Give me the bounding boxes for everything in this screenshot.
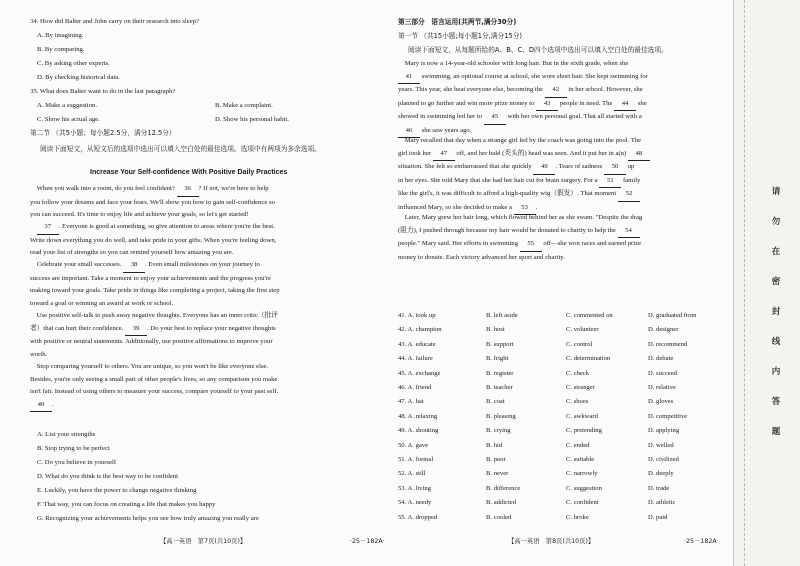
- q35-option-b: B. Make a complaint.: [215, 102, 273, 109]
- choice-option: D. succeed: [648, 369, 677, 377]
- blank-51: 51: [599, 175, 621, 189]
- choice-option: C. check: [566, 369, 590, 377]
- blank-38: 38: [123, 259, 145, 273]
- blank-54: 54: [618, 225, 640, 239]
- choice-option: D. graduated from: [648, 312, 697, 319]
- choice-option: B. left aside: [486, 312, 518, 319]
- q35-stem: 35. What does Balter want to do in the last paragraph?: [30, 88, 176, 95]
- cloze-paragraph-1: Mary is now a 14-year-old schooler with long hair. But in the sixth grade, when she 41 swimming, an optional course at school, she wore short hair. She kept swimming for years. This year, she beat everyone else, becoming the 42 in her school. However, she planned to go further and win more prize money to 43 people in need. The 44 she showed in swimming led her to 45 with her own personal goal. That all started with a 46 she saw years ago.: [398, 58, 726, 138]
- blank-42: 42: [545, 84, 567, 98]
- choice-option: B. teacher: [486, 384, 513, 391]
- choice-option: C. pretending: [566, 427, 602, 435]
- option-b: B. Stop trying to be perfect: [37, 445, 110, 452]
- choice-option: B. never: [486, 470, 509, 478]
- q34-stem: 34. How did Balter and John carry on their research into sleep?: [30, 18, 199, 25]
- choice-option: 46. A. friend: [398, 384, 432, 391]
- seal-char: 线: [771, 337, 781, 347]
- choice-option: C. stranger: [566, 384, 595, 391]
- choice-option: B. hid: [486, 441, 503, 449]
- q34-option-d: D. By checking historical data.: [37, 74, 120, 81]
- seal-char: 勿: [771, 217, 781, 227]
- choice-option: B. crying: [486, 427, 511, 435]
- choice-row: [398, 470, 726, 482]
- choice-option: D. debate: [648, 355, 674, 363]
- choice-option: D. civilized: [648, 456, 679, 463]
- choice-option: B. host: [486, 326, 505, 334]
- choice-option: B. poor: [486, 456, 506, 463]
- choice-option: D. recommend: [648, 340, 688, 348]
- choice-option: D. relative: [648, 384, 676, 391]
- choice-row: [398, 370, 726, 382]
- blank-41: 41: [398, 71, 420, 85]
- cloze-paragraph-3: Later, Mary grew her hair long, which flowed behind her as she swam. "Despite the drag (阻力), I pushed through because my hair would be donated to charity to help the 54 people." Mary said. Her efforts in swimming 55 off—she won races and earned prize money to donate. Each victory advanced her sport and charity.: [398, 214, 643, 261]
- choice-option: 47. A. hat: [398, 398, 424, 406]
- seal-char: 在: [771, 247, 781, 257]
- blank-36: 36: [177, 183, 199, 197]
- choice-option: C. commented on: [566, 312, 613, 319]
- passage-paragraph-4: Use positive self-talk to push away negative thoughts. Everyone has an inner critic（批评 者）that can hurt their confidence. 39 . Do your best to replace your negative thoughts with positive or neutral statements. Additionally, use positive affirmations to improve your worth.: [30, 312, 278, 358]
- blank-48: 48: [628, 148, 650, 162]
- choice-option: B. cooled: [486, 513, 512, 521]
- blank-52: 52: [618, 188, 640, 202]
- choice-option: 42. A. champion: [398, 326, 442, 334]
- option-a: A. List your strengths: [37, 431, 96, 438]
- choice-option: 54. A. needy: [398, 499, 432, 507]
- seal-char: 请: [771, 187, 781, 197]
- choice-row: [398, 456, 726, 468]
- passage-paragraph-5: Stop comparing yourself to others. You are unique, so you won't be like everyone else. Besides, you're only seeing a small part of other people's lives, so any comparison you make isn't fair. Instead of using others to measure your success, compare yourself to your past self. 40 .: [30, 361, 390, 412]
- option-f: F. That way, you can focus on creating a life that makes you happy: [37, 501, 216, 508]
- choice-row: [398, 485, 726, 497]
- choice-option: B. coat: [486, 398, 505, 406]
- choice-option: C. shoes: [566, 398, 589, 406]
- choice-option: B. support: [486, 340, 514, 348]
- choice-option: D. gloves: [648, 398, 674, 406]
- choice-row: [398, 413, 726, 425]
- blank-55: 55: [520, 238, 542, 252]
- section2-title: 第二节 （共5小题；每小题2.5分，满分12.5分）: [30, 129, 176, 137]
- blank-53: 53: [514, 202, 536, 216]
- passage-paragraph-2: 37 . Everyone is good at something, so give attention to areas where you're the best. Write down everything you do well, and take pride in your gifts. When you're feeling down, read your list of strengths so you can remind yourself how amazing you are.: [30, 223, 277, 256]
- choice-option: B. pleasing: [486, 412, 516, 420]
- seal-line: [744, 0, 745, 566]
- choice-row: [398, 499, 726, 511]
- q34-option-c: C. By asking other experts.: [37, 60, 110, 67]
- choice-option: 44. A. failure: [398, 355, 433, 363]
- choice-row: [398, 326, 726, 338]
- footer-page-8: 【高一英语 第8页(共10页)】: [508, 538, 595, 545]
- choice-row: [398, 514, 726, 526]
- choice-row: [398, 398, 726, 410]
- choice-row: [398, 442, 726, 454]
- choice-option: D. welled: [648, 441, 674, 449]
- choice-row: [398, 312, 726, 324]
- section1-instructions: 阅读下面短文，从每题所给的A、B、C、D四个选项中选出可以填入空白处的最佳选项。: [408, 46, 668, 54]
- choice-row: [398, 384, 726, 396]
- footer-code-right: ·25－182A·: [684, 538, 719, 545]
- option-g: G. Recognizing your achievements helps you see how truly amazing you really are: [37, 515, 259, 522]
- seal-char: 内: [771, 367, 781, 377]
- blank-46: 46: [398, 125, 420, 139]
- choice-option: D. paid: [648, 513, 668, 521]
- choice-option: C. narrowly: [566, 470, 598, 478]
- section1-title: 第一节 （共15小题;每小题1分,满分15分): [398, 32, 523, 40]
- q35-option-c: C. Show his actual age.: [37, 116, 100, 123]
- choice-option: 48. A. relaxing: [398, 412, 438, 420]
- option-c: C. Do you believe in yourself: [37, 459, 117, 466]
- q34-option-a: A. By imagining.: [37, 32, 84, 39]
- choice-option: D. trade: [648, 484, 670, 492]
- choice-option: 45. A. exchange: [398, 369, 441, 377]
- choice-option: C. control: [566, 340, 593, 348]
- seal-char: 答: [771, 397, 781, 407]
- choice-row: [398, 427, 726, 439]
- part3-title: 第三部分 语言运用(共两节,满分30分): [398, 18, 517, 26]
- seal-char: 封: [771, 307, 781, 317]
- choice-option: D. competitive: [648, 412, 688, 420]
- footer-code-left: ·25－182A·: [350, 538, 385, 545]
- choice-option: C. suggestion: [566, 484, 602, 492]
- choice-row: [398, 355, 726, 367]
- passage-paragraph-1: When you walk into a room, do you feel confident? 36 ? If not, we're here to help you follow your dreams and face your fears. We'll show you how to gain self-confidence so you can succeed. It's time to enjoy life and achieve your goals, so let's get started!: [30, 185, 275, 218]
- choice-option: B. addicted: [486, 499, 517, 507]
- passage-title: Increase Your Self-confidence With Positive Daily Practices: [90, 169, 288, 176]
- section2-instructions: 阅读下面短文，从短文后的选项中选出可以填入空白处的最佳选项。选项中有两项为多余选项。: [40, 145, 321, 153]
- choice-option: D. deeply: [648, 470, 674, 478]
- choice-option: 49. A. shouting: [398, 427, 439, 435]
- q34-option-b: B. By comparing.: [37, 46, 85, 53]
- choice-option: C. volunteer: [566, 326, 599, 334]
- choice-option: 53. A. living: [398, 484, 431, 492]
- blank-50: 50: [604, 161, 626, 175]
- choice-option: 41. A. took up: [398, 312, 436, 319]
- q35-option-a: A. Make a suggestion.: [37, 102, 97, 109]
- choice-option: 51. A. formal: [398, 456, 434, 463]
- choice-row: [398, 341, 726, 353]
- blank-49: 49: [533, 161, 555, 175]
- option-d: D. What do you think is the best way to be confident: [37, 473, 179, 480]
- choice-option: 52. A. still: [398, 470, 426, 478]
- blank-44: 44: [614, 98, 636, 112]
- footer-page-7: 【高一英语 第7页(共10页)】: [160, 538, 247, 545]
- choice-option: D. designer: [648, 326, 679, 334]
- choice-option: B. difference: [486, 484, 521, 492]
- choice-option: D. applying: [648, 427, 680, 435]
- blank-43: 43: [536, 98, 558, 112]
- choice-option: 43. A. educate: [398, 340, 436, 348]
- blank-47: 47: [433, 148, 455, 162]
- choice-option: C. broke: [566, 513, 589, 521]
- seal-char: 密: [771, 277, 781, 287]
- seal-line-sidebar: [733, 0, 800, 566]
- choice-option: C. suitable: [566, 456, 595, 463]
- choice-option: C. confident: [566, 499, 599, 507]
- cloze-paragraph-2: Mary recalled that day when a strange girl led by the coach was going into the pool. The girl took her 47 off, and her bald (秃头的) head was seen. And it put her in a(n) 48 situation. She felt so embarrassed that she quickly 49 . Tears of sadness 50 up in her eyes. She told Mary that she had her hair cut for brain surgery. For a 51 family like the girl's, it was difficult to afford a high-quality wig（假发）. That moment 52 influenced Mary, so she decided to make a 53 .: [398, 135, 726, 215]
- seal-char: 题: [771, 427, 781, 437]
- option-e: E. Luckily, you have the power to change negative thinking: [37, 487, 197, 494]
- choice-option: B. register: [486, 369, 514, 377]
- blank-45: 45: [484, 111, 506, 125]
- q35-option-d: D. Show his personal habit.: [215, 116, 289, 123]
- blank-39: 39: [125, 323, 147, 337]
- choice-option: C. determination: [566, 355, 611, 363]
- blank-40: 40: [30, 399, 52, 413]
- choice-option: C. ended: [566, 441, 590, 449]
- choice-option: B. fright: [486, 355, 509, 363]
- passage-paragraph-3: Celebrate your small successes. 38 . Even small milestones on your journey to success are important. Take a moment to enjoy your achievements and the progress you're making toward your goals. Take pride in things like completing a project, taking the first step toward a goal or winning an award at work or school.: [30, 261, 280, 307]
- choice-option: C. awkward: [566, 412, 598, 420]
- blank-37: 37: [37, 221, 59, 235]
- choice-option: D. athletic: [648, 499, 676, 507]
- choice-option: 50. A. gave: [398, 441, 429, 449]
- choice-option: 55. A. dropped: [398, 513, 438, 521]
